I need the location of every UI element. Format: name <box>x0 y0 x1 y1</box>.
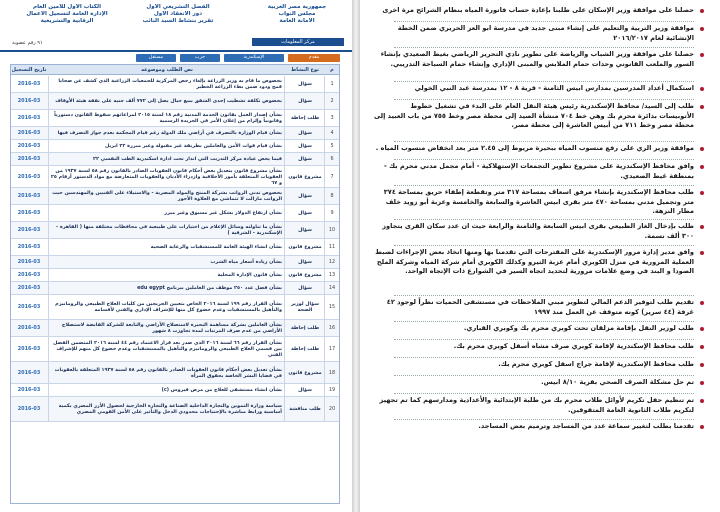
column-separator <box>48 205 49 221</box>
table-row <box>11 127 339 140</box>
header-secretariat-line: الإدارة العامة لتسجيل الأعمال <box>26 11 108 17</box>
bullet-icon <box>700 425 704 429</box>
column-separator <box>48 282 49 294</box>
column-separator <box>48 153 49 165</box>
table-row <box>11 93 339 110</box>
table-row <box>11 239 339 256</box>
column-separator <box>284 256 285 268</box>
bullet-icon <box>700 9 704 13</box>
achievement-item <box>374 222 704 241</box>
row-registration-date: 2016-03 <box>17 173 41 180</box>
column-separator <box>284 384 285 396</box>
table-row <box>11 337 339 362</box>
row-registration-date: 2016-03 <box>17 143 41 149</box>
achievement-text: طلب محافظ الإسكندرية بإنشاء مرفق اسعاف بمساحة ٣١٧ متر وتقطعة إطفاء حريق بمساحة ٣٧٤ متر وتجميل مدني بمساحة ٤٧٠ متر بقرى ابيس العاشرة والسابعة والخامسة وعزبة أبو زويد خلف مطار النزهة. <box>383 188 694 216</box>
bullet-icon <box>700 251 704 255</box>
bullet-icon <box>700 53 704 57</box>
row-subject: بشأن قصل عدد ٢٥٠ موظف من العاملين ببرنامج edu egypt <box>137 285 282 291</box>
column-separator <box>284 320 285 336</box>
achievement-item <box>374 102 704 131</box>
achievement-item <box>374 188 704 217</box>
item-divider <box>394 357 694 358</box>
row-activity-type: طلب مناقشة <box>289 406 321 412</box>
column-separator <box>324 256 325 268</box>
column-separator <box>48 76 49 92</box>
achievement-text: وافق مدير إدارة مرور الإسكندرية على المقترحات التي تقدمنا بها ومنها اتخاذ بعض الإجراءات لضبط العملية المرورية في منزل الكوبري أمام عزبة التيرو وكذلك الكوبري أمام شركة المياه وشركة الملح الصودا و البند في وضع علامات مرورية لتحديد اتجاه السير في الشوارع ذات الإتجاه الواحد. <box>375 248 694 276</box>
row-activity-type: سؤال <box>298 130 312 136</box>
row-subject: بشأن تعديل بعض أحكام قانون العقوبات الصادر بالقانون رقم ٥٨ لسنة ١٩٣٧ المتعلقة بالعقوبات في قضايا النشر الخاصة بحقوق المرأة <box>54 366 282 379</box>
row-registration-date: 2016-03 <box>17 156 41 162</box>
row-activity-type: مشروع قانون <box>288 369 322 376</box>
bullet-icon <box>700 363 704 367</box>
column-separator <box>284 269 285 281</box>
table-row <box>11 362 339 384</box>
bullet-icon <box>700 225 704 229</box>
column-separator <box>324 110 325 126</box>
row-registration-date: 2016-03 <box>17 193 41 199</box>
table-row <box>11 110 339 127</box>
row-subject: بخصوص تدني الرواتب بشركة المنتج والمولد المصرية - والاستيلاء على الفنيين والمهندسين حيث الرواتب مازالت لا تتماشي مع العلاوة الأجور <box>52 190 282 202</box>
row-activity-type: سؤال <box>298 98 312 104</box>
row-registration-date: 2016-03 <box>17 244 41 250</box>
tab-independent[interactable]: مستقل <box>136 54 176 62</box>
row-activity-type: سؤال <box>298 193 312 199</box>
column-separator <box>324 295 325 319</box>
row-subject: بخصوص تكلفة تشطيب إحدى الشقق ببيع خيال يصل إلى ٧٧٢ ألف جنيه على نفقة هيئة الأوقاف <box>55 98 282 104</box>
row-subject: بشأن قيام قوات الأمن والعاملين بطريقة غير مقبولة وغير مبررة ٢٢ ابريل <box>104 143 282 149</box>
row-number: 11 <box>328 244 336 250</box>
row-registration-date: 2016-03 <box>17 81 41 87</box>
row-registration-date: 2016-03 <box>17 325 41 331</box>
item-divider <box>394 245 694 246</box>
achievement-item <box>374 378 704 388</box>
row-activity-type: سؤال <box>298 156 312 162</box>
row-subject: بشأن إصدار العمل بقانون الخدمة المدنية رقم ١٨ لسنة ٢٠١٥ لمراعاتهم سقوط القانون دستورياً وقانونياً وإلزام من إعلان الأمر في الجريدة الرسمية <box>54 112 282 124</box>
achievement-text: موافقة وزير الري على رفع منسوب المياه ببحيرة مريوط إلى ٢.٤٥ متر بعد انخفاض منسوب المياه . <box>375 144 694 152</box>
achievement-text: تم حل مشكلة الصرف الصحي بقرية ٨/١٠ ابيس. <box>541 378 694 386</box>
table-header-row <box>11 65 339 75</box>
achievement-text: تم تنظيم حفل تكريم لأوائل طلاب محرم بك من طلبة الإبتدائية والأعدادية ومدارسهم كما تم تجهيز لتكريم طلاب الثانوية العامة المتفوقين. <box>379 396 694 414</box>
row-activity-type: سؤال <box>298 387 312 393</box>
row-number: 2 <box>330 98 334 104</box>
tab-submitter[interactable]: مقدم <box>288 54 340 62</box>
row-number: 19 <box>328 387 336 393</box>
achievement-text: طلب محافظ الإسكندرية لإقامة جراج اسفل كوبري محرم بك. <box>498 360 694 368</box>
row-number: 4 <box>330 130 334 136</box>
tab-party[interactable]: حزب <box>180 54 220 62</box>
column-separator <box>284 397 285 421</box>
column-separator <box>324 320 325 336</box>
column-separator <box>48 110 49 126</box>
bullet-icon <box>700 27 704 31</box>
table-row <box>11 222 339 239</box>
column-separator <box>284 140 285 152</box>
table-row <box>11 384 339 397</box>
row-number: 13 <box>328 272 336 278</box>
row-number: 14 <box>328 285 336 291</box>
column-separator <box>324 93 325 109</box>
row-registration-date: 2016-03 <box>17 98 41 104</box>
column-separator <box>48 239 49 255</box>
column-separator <box>324 362 325 383</box>
row-subject: بشأن زيادة أسعار مياه الشرب <box>210 259 282 265</box>
achievement-text: موافقة وزير التربية والتعليم على إنشاء مبنى جديد في مدرسة ابو العز الحريري ضمن الخطة الإنشائية لعام ٢٠١٦/٢٠١٧ <box>397 24 694 42</box>
header-secretariat-block <box>12 4 122 25</box>
column-separator <box>48 384 49 396</box>
achievement-text: طلب بإدخال الغاز الطبيعي بقرى ابيس السابعة والثامنة والرابعة حيث ان عدد سكان القرى يتجاوز ٣٠٠ ألف نسمة. <box>382 222 694 240</box>
row-registration-date: 2016-03 <box>17 406 41 412</box>
column-separator <box>48 93 49 109</box>
row-number: 5 <box>330 143 334 149</box>
column-separator <box>284 127 285 139</box>
column-separator <box>284 222 285 238</box>
achievement-text: تقديم طلب لتوفير الدعم المالي لتطوير مبني الملاحظات في مستشفى الحميات نظراً لوجود ٤٢ غرفة (٤٤ سرير) كونه متوقف عن العمل منذ ١٩٩٧ <box>386 298 694 316</box>
header-org-block <box>252 4 342 25</box>
row-number: 10 <box>328 227 336 233</box>
row-activity-type: سؤال <box>298 210 312 216</box>
tab-governorate[interactable]: الإسكندرية <box>224 54 284 62</box>
row-subject: سياسة وزارة التموين والتجارة الداخلية الصناعة والتجارة الخارجية لحصول الأرز المصري بكمية أساسية ورابط مباشرة بالإحتياجات محدودي الدخل والتأثير على الأمن القومي المصري <box>58 403 282 415</box>
row-registration-date: 2016-03 <box>17 285 41 291</box>
bullet-icon <box>700 327 704 331</box>
bullet-icon <box>700 147 704 151</box>
achievement-item <box>374 248 704 277</box>
header-number: م <box>330 67 334 73</box>
row-activity-type: سؤال <box>298 81 312 87</box>
achievement-text: حصلنا على موافقة وزير الشباب والرياضة على تطوير نادي التحرير الرياضي بغيط الصعيدي بإنشاء السور والملعب القانوني وحدات حمام الملابس والمبنى الإداري وإنشاء حمام السباحة التدريبي. <box>380 50 694 68</box>
item-divider <box>394 99 694 100</box>
column-separator <box>284 93 285 109</box>
column-separator <box>284 110 285 126</box>
achievement-item <box>374 360 704 370</box>
row-subject: بشأن ما تناولته وسائل الإعلام من اختيارات على طبيعية في محافظات مختلفة منها ( القاهرة - الإسكندرية - الشرقية ) <box>56 224 282 236</box>
row-number: 15 <box>328 304 336 310</box>
column-separator <box>324 269 325 281</box>
column-separator <box>324 239 325 255</box>
member-number: ٩١ رقم عضوية <box>12 40 43 46</box>
header-session-line: الفصل التشريعي الأول <box>146 4 210 10</box>
achievement-text: طلب إلى السيد/ محافظ الإسكندرية رئيس هيئة النقل العام على البدء في تشغيل خطوط الأتوبيسات بدائرة محرم بك وهي خط ٧٠٤ منشأة الصيد إلى محطة مصر وخط ٧٥٥ من باب العبيد إلى محطة مصر وخط ٧١١ من أبيس العاشرة إلى محطة مصر. <box>373 102 694 130</box>
column-separator <box>284 295 285 319</box>
item-divider <box>394 47 694 48</box>
achievement-text: تقدمنا بطلب لتغيير سماعة عدد من المساجد وترميم بعض المساجد. <box>478 422 694 430</box>
achievement-item <box>374 298 704 317</box>
row-registration-date: 2016-03 <box>17 210 41 216</box>
row-activity-type: سؤال <box>298 227 312 233</box>
column-separator <box>284 337 285 361</box>
column-separator <box>48 337 49 361</box>
item-divider <box>394 159 694 160</box>
row-subject: قيما يخص عيادة مركز التدريب التي اندار تحت ادارة اسكندرية الطب النفسي ٢٢ <box>92 156 282 162</box>
header-info-center-badge: مركز المعلومات <box>252 38 344 46</box>
table-row <box>11 397 339 422</box>
table-row <box>11 320 339 337</box>
bullet-icon <box>700 301 704 305</box>
achievement-text: حصلنا على موافقة وزير الإسكان على طلبنا بإعادة حساب فاتورة المياه بنظام الشرائح مرة اخرى <box>382 6 694 14</box>
header-session-line: دور الانعقاد الأول <box>153 11 203 17</box>
row-number: 7 <box>330 173 334 180</box>
header-activity-type: نوع النشاط <box>291 67 319 73</box>
row-number: 6 <box>330 156 334 162</box>
item-divider <box>394 339 694 340</box>
row-activity-type: مشروع قانون <box>288 244 322 250</box>
achievement-text: طلب محافظ الإسكندرية لإقامة كوبري صرف مشاه أسفل كوبري محرم بك. <box>453 342 694 350</box>
row-activity-type: سؤال <box>298 259 312 265</box>
achievement-item <box>374 6 704 16</box>
header-session-block <box>128 4 228 25</box>
column-separator <box>48 166 49 187</box>
column-separator <box>324 397 325 421</box>
row-registration-date: 2016-03 <box>17 130 41 136</box>
row-subject: بشأن القرار رقم ٦٦ لسنة ٢٠١٦ الذي صدر بعد قرار الاعتماد رقم ٤٤ لسنة ٢٠١٦ المتضمن الفصل بين قسمي العلاج الطبيعي والرومانيزم والتأهيل بالمستشفيات وعدم خضوع كل منهم للإشراف الفني <box>53 340 282 358</box>
item-divider <box>394 141 694 142</box>
table-row <box>11 140 339 153</box>
column-separator <box>284 362 285 383</box>
column-separator <box>284 282 285 294</box>
column-separator <box>324 140 325 152</box>
header-session-line: تقرير بنشاط السيد النائب <box>142 18 214 24</box>
row-activity-type: مشروع قانون <box>288 173 322 180</box>
column-separator <box>324 188 325 204</box>
row-activity-type: سؤال <box>298 285 312 291</box>
row-registration-date: 2016-03 <box>17 272 41 278</box>
achievement-item <box>374 84 704 94</box>
left-page-report <box>0 0 352 512</box>
column-separator <box>284 239 285 255</box>
row-registration-date: 2016-03 <box>17 259 41 265</box>
column-separator <box>284 166 285 187</box>
row-subject: بشأن القرار رقم ١٩٩ لسنة ٢٠١٦ الخاص بتعيين الخريجين من كليات العلاج الطبيعي والرومانيزم والتأهيل بالمستشفيات وعدم خضوع كل منها للإشراف الإداري والفني لأقسامه <box>55 301 282 313</box>
column-separator <box>324 153 325 165</box>
column-separator <box>324 166 325 187</box>
column-separator <box>284 188 285 204</box>
row-activity-type: طلب إحاطة <box>290 325 320 331</box>
row-number: 17 <box>328 346 336 352</box>
row-number: 18 <box>328 369 336 376</box>
column-separator <box>48 295 49 319</box>
column-separator <box>48 140 49 152</box>
achievement-item <box>374 396 704 415</box>
item-divider <box>394 393 694 394</box>
item-divider <box>394 375 694 376</box>
row-activity-type: طلب إحاطة <box>290 346 320 352</box>
row-registration-date: 2016-03 <box>17 115 41 121</box>
row-subject: بشأن قيام الوزارة بالتصرف في أراضي ملك الدولة رغم قيام المحكمة بعدم جواز التصرف فيها <box>57 130 282 136</box>
row-registration-date: 2016-03 <box>17 369 41 376</box>
bullet-icon <box>700 105 704 109</box>
column-separator <box>48 320 49 336</box>
row-number: 12 <box>328 259 336 265</box>
achievement-item <box>374 342 704 352</box>
row-registration-date: 2016-03 <box>17 387 41 393</box>
bullet-icon <box>700 87 704 91</box>
header-secretariat-line: الرقابية والتشريعية <box>40 18 94 24</box>
row-subject: بشأن ارتفاع الدولار بشكل غير مسبوق وغير مبرر <box>164 210 282 216</box>
column-separator <box>48 256 49 268</box>
header-org-line: الأمانة العامة <box>279 18 315 24</box>
achievement-item <box>374 422 704 432</box>
row-number: 20 <box>328 406 336 412</box>
column-separator <box>324 127 325 139</box>
column-separator <box>48 397 49 421</box>
row-subject: بشأن انشاء الهيئة العامة للمستشفيات والرعاية الصحية <box>150 244 282 250</box>
header-org-line: مجلس النواب <box>278 11 316 17</box>
achievement-item <box>374 162 704 181</box>
table-row <box>11 256 339 269</box>
item-divider <box>394 21 694 22</box>
column-separator <box>324 222 325 238</box>
row-activity-type: طلب إحاطة <box>290 115 320 121</box>
achievement-item <box>374 324 704 334</box>
table-row <box>11 282 339 295</box>
bullet-icon <box>700 345 704 349</box>
row-activity-type: سؤال <box>298 143 312 149</box>
column-separator <box>324 384 325 396</box>
row-activity-type: سؤال لوزير الصحة <box>290 301 320 313</box>
column-separator <box>324 205 325 221</box>
item-divider <box>394 81 694 82</box>
header-subject: نص الطلب وموضوعه <box>141 67 193 73</box>
column-separator <box>284 205 285 221</box>
table-row <box>11 188 339 205</box>
achievement-text: وافق محافظ الإسكندرية على مشروع تطوير التجمعات الإستهلاكية - أمام مجمل مدني محرم بك - بمنطقة غيط الصعيدي. <box>383 162 694 180</box>
row-subject: بشأن العاملين بشركة مساهمة البحيرة لاستصلاح الأراضي والتابعة للشركة القابضة لاستصلاح الأراضي من عدم صرف المرتبات لمدة تجاوزت ٨ شهور <box>61 322 282 334</box>
achievement-text: طلب لوزير النقل بإقامة مزلقان تحت كوبري محرم بك وكوبري القباري. <box>463 324 694 332</box>
column-separator <box>284 153 285 165</box>
bullet-icon <box>700 165 704 169</box>
right-page-achievements <box>360 0 720 512</box>
column-separator <box>324 282 325 294</box>
column-separator <box>48 188 49 204</box>
row-number: 16 <box>328 325 336 331</box>
column-separator <box>48 269 49 281</box>
column-separator <box>284 76 285 92</box>
row-subject: بشأن انشاء مستشفى للعلاج من مرض فيروس (c) <box>161 387 282 393</box>
table-row <box>11 269 339 282</box>
table-row <box>11 205 339 222</box>
table-row <box>11 295 339 320</box>
row-registration-date: 2016-03 <box>17 227 41 233</box>
column-separator <box>324 76 325 92</box>
row-subject: بشأن مشروع قانون بتعديل بعض أحكام قانون العقوبات الصادر بالقانون رقم ٥٨ لسنة ١٩٣٧ من العقوبات المتعلقة بأمور الأخلاقية وازدراء الأديان والعقوبات المتعارضة مع مواد الدستور أرقام ٢٥ و ٦٧ <box>50 167 282 186</box>
table-row <box>11 166 339 188</box>
column-separator <box>48 362 49 383</box>
table-row <box>11 153 339 166</box>
row-subject: بشأن قانون الإدارة المحلية <box>217 272 282 278</box>
row-number: 8 <box>330 193 334 199</box>
achievement-item <box>374 144 704 154</box>
item-divider <box>394 321 694 322</box>
row-number: 9 <box>330 210 334 216</box>
header-org-line: جمهورية مصر العربية <box>267 4 327 10</box>
member-info-tabs <box>10 54 340 62</box>
achievement-text: استكمال أعداد المدرسين بمدارس ابيس الثامنة - قرية ٨ - ١٢ بمدرسة عبد النبي الخولي <box>414 84 694 92</box>
page-gutter <box>352 0 360 512</box>
row-subject: بخصوص ما قام به وزير الزراعة بإلغاء رخص المركزية للجمعيات الزراعية الذي كشف عن ضحايا قمح ودود ضمن بطء الزراعة الخطير <box>58 78 282 90</box>
achievement-item <box>374 24 704 43</box>
row-registration-date: 2016-03 <box>17 304 41 310</box>
bullet-icon <box>700 381 704 385</box>
column-separator <box>48 127 49 139</box>
item-divider <box>394 419 694 420</box>
header-registration-date: تاريخ التسجيل <box>11 67 47 73</box>
bullet-icon <box>700 191 704 195</box>
row-registration-date: 2016-03 <box>17 346 41 352</box>
row-activity-type: مشروع قانون <box>288 272 322 278</box>
item-divider <box>394 219 694 220</box>
achievement-item <box>374 50 704 69</box>
row-number: 1 <box>330 81 334 87</box>
item-divider <box>394 295 694 296</box>
bullet-icon <box>700 399 704 403</box>
column-separator <box>48 222 49 238</box>
row-number: 3 <box>330 115 334 121</box>
table-row <box>11 76 339 93</box>
header-secretariat-line: الكتاب الأول للأمين العام <box>32 4 102 10</box>
motions-table <box>10 64 340 504</box>
column-separator <box>324 337 325 361</box>
report-header <box>0 0 352 52</box>
item-divider <box>394 185 694 186</box>
